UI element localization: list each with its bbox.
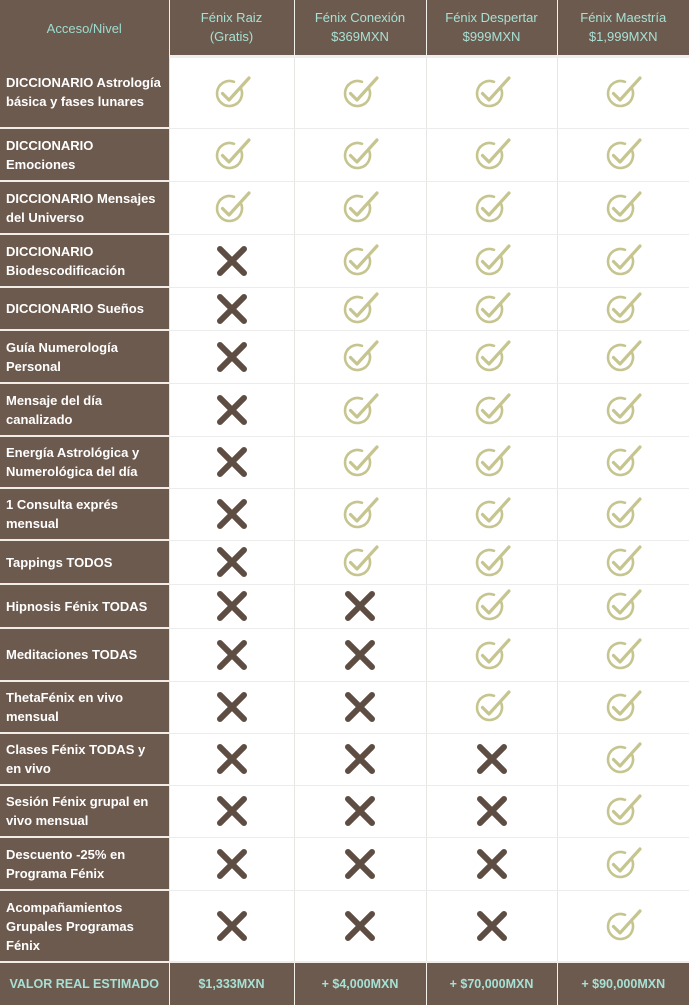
access-cell: [557, 383, 689, 436]
access-cell: [294, 540, 426, 584]
feature-row: [0, 890, 689, 962]
cross-icon: [475, 847, 509, 881]
feature-row: [0, 56, 689, 128]
access-cell: [294, 287, 426, 330]
feature-label: 1 Consulta exprés mensual: [0, 488, 169, 540]
feature-row: [0, 488, 689, 540]
access-cell: [557, 56, 689, 128]
plan-price: $1,999MXN: [558, 27, 689, 46]
cross-icon: [215, 794, 249, 828]
access-cell: [557, 488, 689, 540]
feature-row: [0, 287, 689, 330]
cross-icon: [215, 690, 249, 724]
feature-label: Energía Astrológica y Numerológica del día: [0, 436, 169, 488]
access-cell: [426, 128, 557, 181]
footer-label: VALOR REAL ESTIMADO: [0, 962, 169, 1005]
access-cell: [169, 488, 294, 540]
access-cell: [169, 785, 294, 837]
footer-value: + $70,000MXN: [426, 962, 557, 1005]
cross-icon: [343, 589, 377, 623]
access-cell: [426, 287, 557, 330]
cross-icon: [215, 292, 249, 326]
access-cell: [426, 733, 557, 785]
check-circle-icon: [340, 75, 380, 111]
access-cell: [169, 890, 294, 962]
access-cell: [294, 837, 426, 890]
check-circle-icon: [603, 741, 643, 777]
footer-value: + $90,000MXN: [557, 962, 689, 1005]
access-cell: [426, 436, 557, 488]
feature-row: [0, 837, 689, 890]
check-circle-icon: [603, 846, 643, 882]
access-cell: [169, 128, 294, 181]
feature-label: ThetaFénix en vivo mensual: [0, 681, 169, 733]
plan-price: $999MXN: [427, 27, 557, 46]
access-cell: [294, 785, 426, 837]
feature-row: [0, 584, 689, 628]
plan-price: (Gratis): [170, 27, 294, 46]
check-circle-icon: [603, 793, 643, 829]
feature-row: [0, 785, 689, 837]
access-cell: [169, 837, 294, 890]
feature-label: Acompañamientos Grupales Programas Fénix: [0, 890, 169, 962]
access-cell: [294, 56, 426, 128]
footer-value: + $4,000MXN: [294, 962, 426, 1005]
feature-row: [0, 383, 689, 436]
cross-icon: [343, 638, 377, 672]
check-circle-icon: [603, 689, 643, 725]
cross-icon: [215, 445, 249, 479]
check-circle-icon: [603, 637, 643, 673]
feature-row: [0, 436, 689, 488]
plan-name: Fénix Maestría: [558, 8, 689, 27]
access-cell: [169, 540, 294, 584]
check-circle-icon: [472, 291, 512, 327]
feature-label: Meditaciones TODAS: [0, 628, 169, 681]
access-cell: [557, 628, 689, 681]
check-circle-icon: [472, 588, 512, 624]
check-circle-icon: [603, 75, 643, 111]
feature-row: [0, 540, 689, 584]
check-circle-icon: [603, 908, 643, 944]
feature-label: DICCIONARIO Biodescodificación: [0, 234, 169, 287]
check-circle-icon: [603, 190, 643, 226]
check-circle-icon: [603, 444, 643, 480]
cross-icon: [343, 794, 377, 828]
check-circle-icon: [472, 496, 512, 532]
check-circle-icon: [603, 339, 643, 375]
access-cell: [426, 584, 557, 628]
feature-label: Tappings TODOS: [0, 540, 169, 584]
feature-label: Hipnosis Fénix TODAS: [0, 584, 169, 628]
cross-icon: [215, 847, 249, 881]
access-cell: [294, 890, 426, 962]
access-cell: [557, 584, 689, 628]
check-circle-icon: [472, 243, 512, 279]
plan-header-maestria: [557, 0, 689, 56]
cross-icon: [343, 847, 377, 881]
feature-label: DICCIONARIO Mensajes del Universo: [0, 181, 169, 234]
access-cell: [294, 181, 426, 234]
access-cell: [426, 181, 557, 234]
check-circle-icon: [340, 339, 380, 375]
check-circle-icon: [472, 637, 512, 673]
access-cell: [426, 330, 557, 383]
access-cell: [169, 628, 294, 681]
check-circle-icon: [472, 339, 512, 375]
feature-label: Sesión Fénix grupal en vivo mensual: [0, 785, 169, 837]
plan-name: Fénix Despertar: [427, 8, 557, 27]
access-cell: [426, 540, 557, 584]
access-cell: [169, 56, 294, 128]
check-circle-icon: [340, 137, 380, 173]
check-circle-icon: [212, 190, 252, 226]
cross-icon: [215, 545, 249, 579]
cross-icon: [475, 794, 509, 828]
plan-name: Fénix Conexión: [295, 8, 426, 27]
check-circle-icon: [603, 544, 643, 580]
cross-icon: [343, 909, 377, 943]
check-circle-icon: [472, 137, 512, 173]
check-circle-icon: [603, 496, 643, 532]
check-circle-icon: [603, 243, 643, 279]
feature-row: [0, 628, 689, 681]
header-row: [0, 0, 689, 56]
check-circle-icon: [340, 243, 380, 279]
cross-icon: [215, 589, 249, 623]
plan-header-raiz: [169, 0, 294, 56]
check-circle-icon: [340, 392, 380, 428]
check-circle-icon: [340, 190, 380, 226]
cross-icon: [215, 638, 249, 672]
access-cell: [294, 234, 426, 287]
check-circle-icon: [472, 444, 512, 480]
access-cell: [294, 488, 426, 540]
cross-icon: [475, 742, 509, 776]
access-cell: [294, 681, 426, 733]
check-circle-icon: [472, 544, 512, 580]
check-circle-icon: [472, 190, 512, 226]
access-cell: [426, 488, 557, 540]
check-circle-icon: [603, 588, 643, 624]
access-cell: [169, 436, 294, 488]
access-cell: [169, 330, 294, 383]
access-cell: [557, 181, 689, 234]
cross-icon: [215, 393, 249, 427]
access-cell: [557, 436, 689, 488]
access-cell: [426, 890, 557, 962]
cross-icon: [215, 742, 249, 776]
access-cell: [169, 234, 294, 287]
access-cell: [557, 681, 689, 733]
cross-icon: [343, 742, 377, 776]
cross-icon: [343, 690, 377, 724]
feature-label: Mensaje del día canalizado: [0, 383, 169, 436]
feature-label: Guía Numerología Personal: [0, 330, 169, 383]
footer-value: $1,333MXN: [169, 962, 294, 1005]
access-cell: [557, 287, 689, 330]
access-cell: [294, 628, 426, 681]
access-cell: [169, 584, 294, 628]
access-cell: [169, 681, 294, 733]
access-cell: [294, 330, 426, 383]
access-cell: [294, 733, 426, 785]
feature-label: DICCIONARIO Sueños: [0, 287, 169, 330]
access-cell: [426, 383, 557, 436]
access-cell: [557, 890, 689, 962]
access-cell: [294, 383, 426, 436]
check-circle-icon: [472, 392, 512, 428]
feature-label: DICCIONARIO Emociones: [0, 128, 169, 181]
access-cell: [557, 733, 689, 785]
feature-label: Clases Fénix TODAS y en vivo: [0, 733, 169, 785]
feature-row: [0, 234, 689, 287]
check-circle-icon: [212, 137, 252, 173]
cross-icon: [215, 244, 249, 278]
check-circle-icon: [340, 444, 380, 480]
check-circle-icon: [340, 544, 380, 580]
access-cell: [426, 628, 557, 681]
access-cell: [426, 681, 557, 733]
access-cell: [426, 785, 557, 837]
check-circle-icon: [603, 291, 643, 327]
check-circle-icon: [472, 75, 512, 111]
header-corner: Acceso/Nivel: [0, 0, 169, 56]
access-cell: [557, 540, 689, 584]
plan-name: Fénix Raiz: [170, 8, 294, 27]
check-circle-icon: [472, 689, 512, 725]
cross-icon: [215, 909, 249, 943]
check-circle-icon: [603, 392, 643, 428]
check-circle-icon: [212, 75, 252, 111]
access-cell: [294, 584, 426, 628]
access-cell: [557, 330, 689, 383]
cross-icon: [215, 340, 249, 374]
check-circle-icon: [603, 137, 643, 173]
access-cell: [426, 56, 557, 128]
check-circle-icon: [340, 496, 380, 532]
feature-rows: [0, 56, 689, 962]
plan-header-despertar: [426, 0, 557, 56]
cross-icon: [475, 909, 509, 943]
feature-row: [0, 733, 689, 785]
cross-icon: [215, 497, 249, 531]
access-cell: [169, 383, 294, 436]
feature-row: [0, 128, 689, 181]
feature-label: DICCIONARIO Astrología básica y fases lunares: [0, 56, 169, 128]
plan-price: $369MXN: [295, 27, 426, 46]
access-cell: [169, 733, 294, 785]
access-cell: [557, 785, 689, 837]
check-circle-icon: [340, 291, 380, 327]
access-cell: [557, 837, 689, 890]
feature-row: [0, 181, 689, 234]
plan-header-conexion: [294, 0, 426, 56]
feature-row: [0, 330, 689, 383]
access-cell: [294, 128, 426, 181]
access-cell: [169, 181, 294, 234]
access-cell: [294, 436, 426, 488]
feature-row: [0, 681, 689, 733]
access-cell: [426, 837, 557, 890]
access-cell: [169, 287, 294, 330]
footer-row: [0, 962, 689, 1005]
access-cell: [557, 234, 689, 287]
feature-label: Descuento -25% en Programa Fénix: [0, 837, 169, 890]
access-cell: [557, 128, 689, 181]
access-cell: [426, 234, 557, 287]
